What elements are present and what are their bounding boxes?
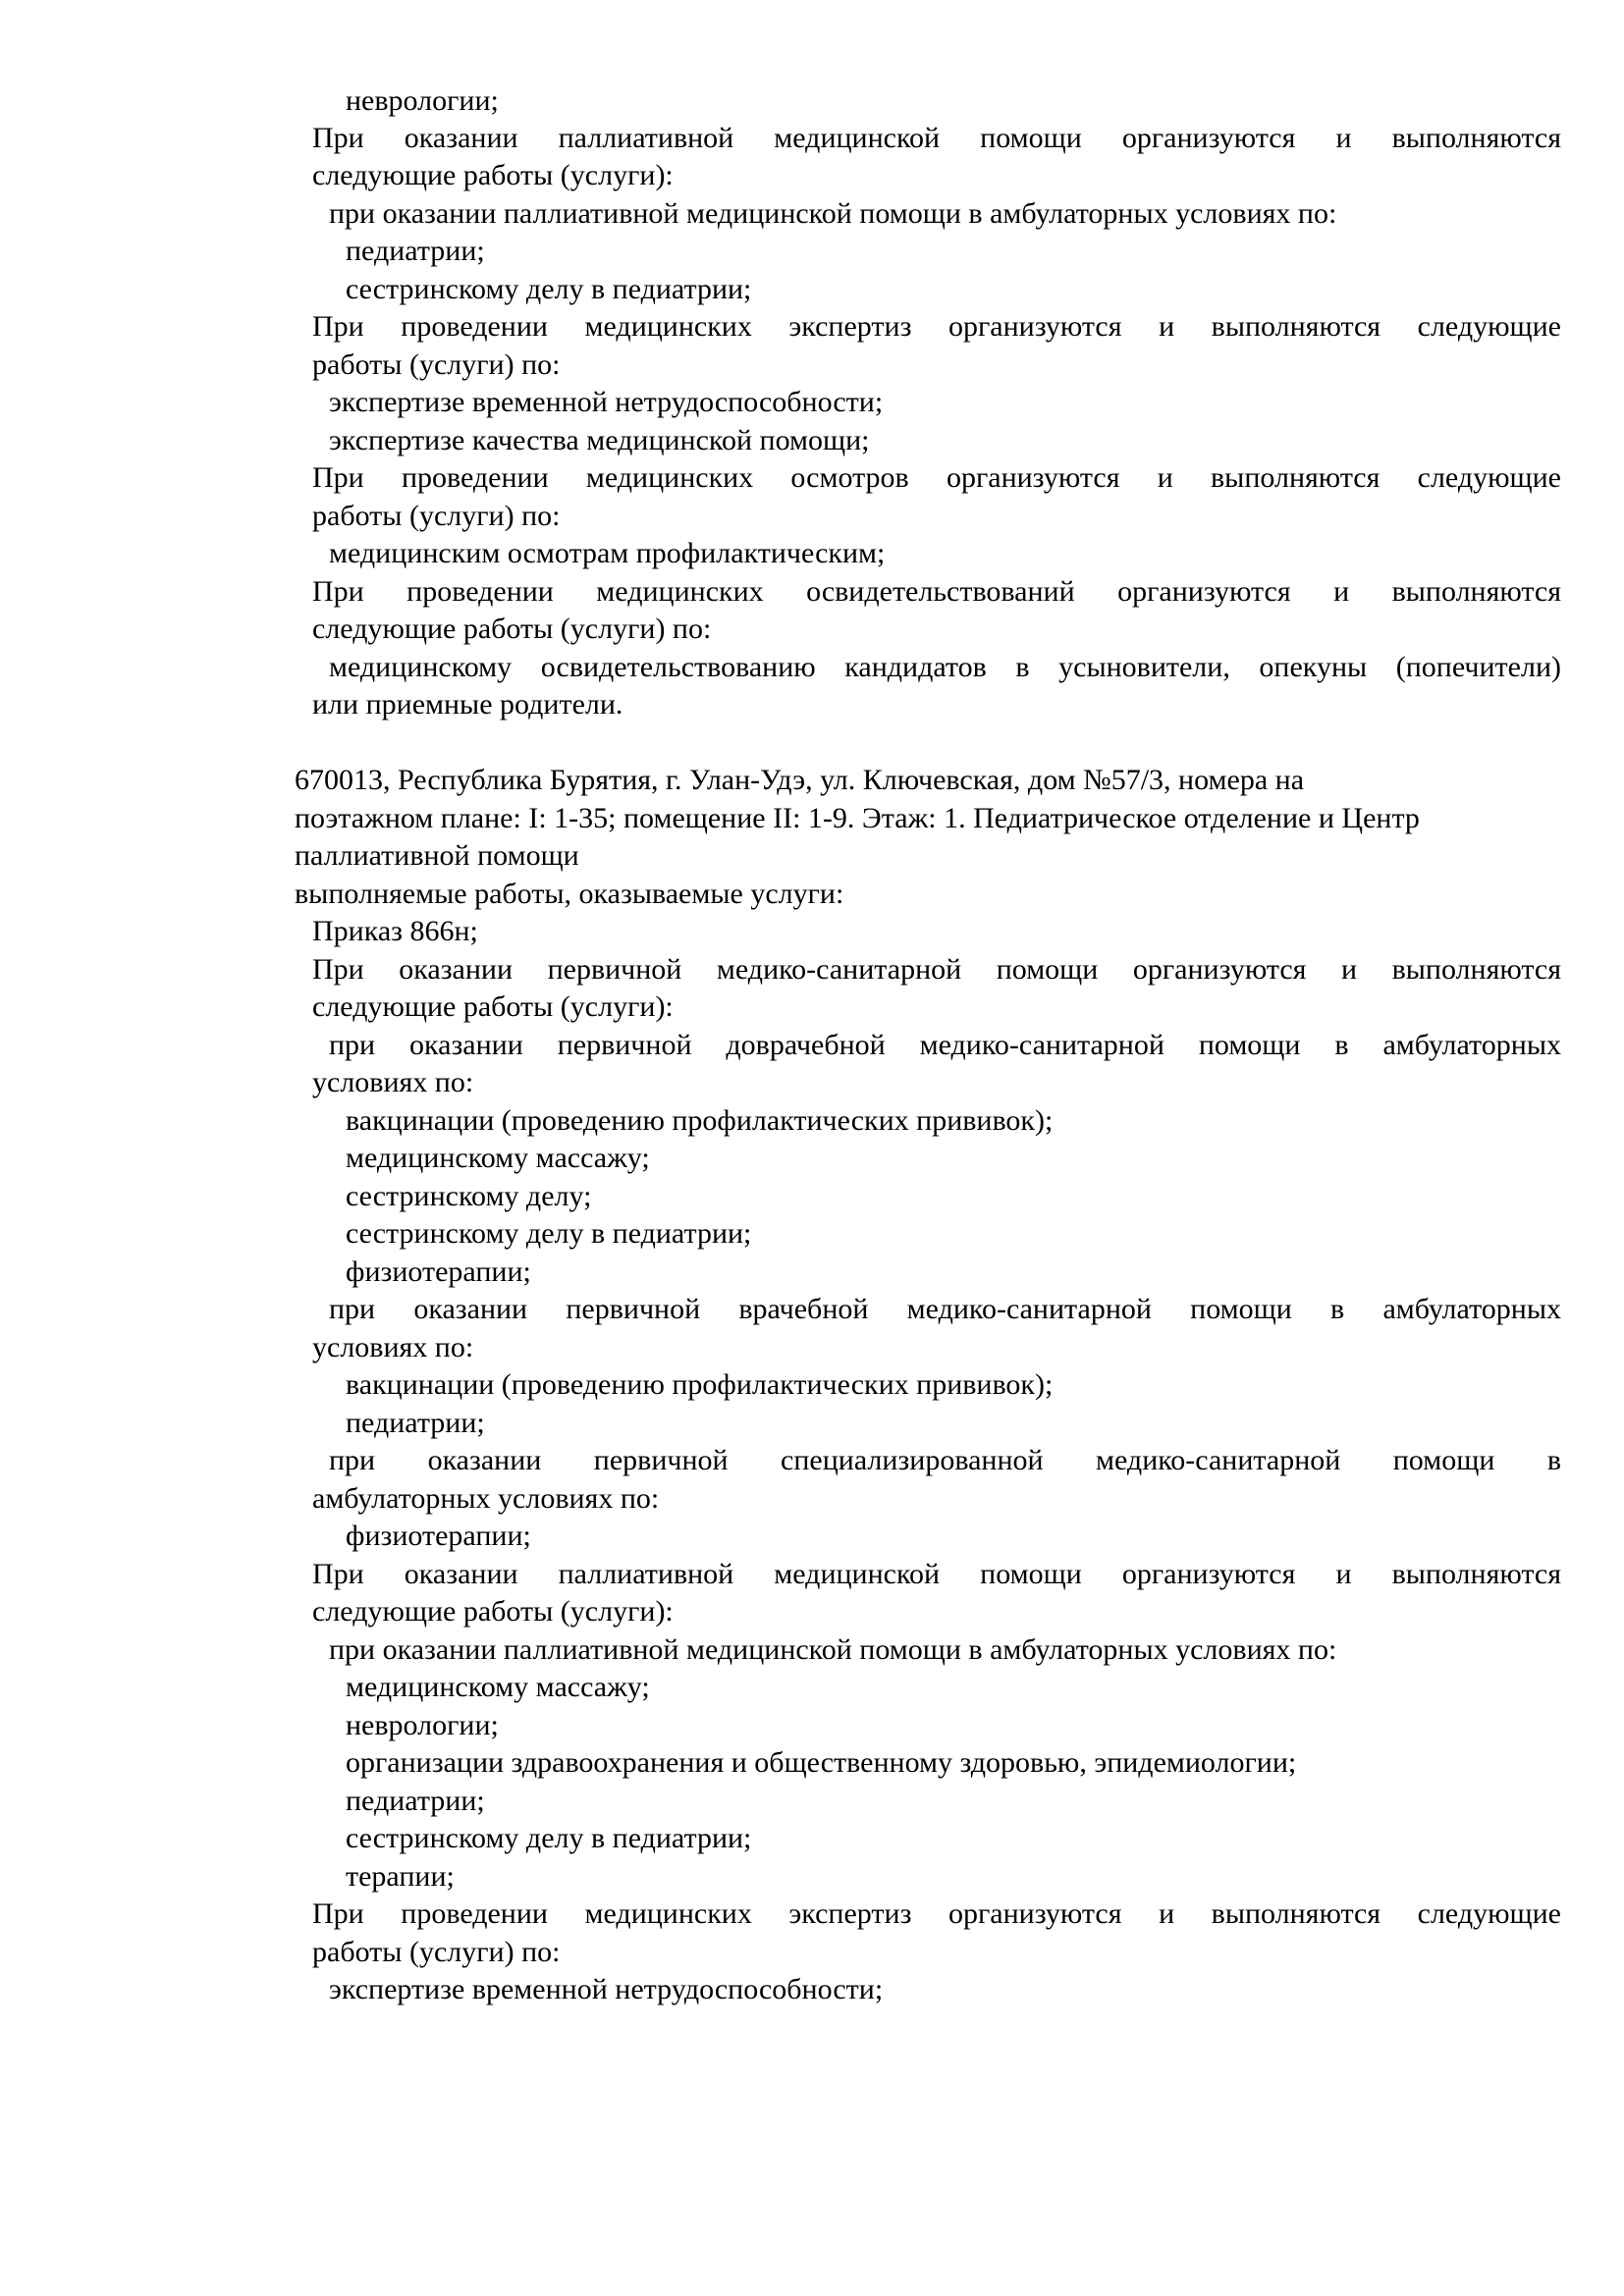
text-line: физиотерапии; [346, 1255, 531, 1288]
address-line: паллиативной помощи [295, 839, 579, 872]
text-line: следующие работы (услуги): [312, 1595, 674, 1628]
text-line: физиотерапии; [346, 1520, 531, 1552]
text-line: педиатрии; [346, 1785, 485, 1817]
text-line: условиях по: [312, 1066, 474, 1098]
text-line: При проведении медицинских экспертиз организуются и выполняются следующие [312, 1897, 1561, 1930]
text-line: Приказ 866н; [312, 915, 478, 947]
text-line: при оказании паллиативной медицинской помощи в амбулаторных условиях по: [329, 197, 1337, 230]
text-line: следующие работы (услуги) по: [312, 613, 712, 645]
text-line: неврологии; [346, 1709, 499, 1741]
text-line: экспертизе временной нетрудоспособности; [329, 1973, 884, 2005]
text-line: При проведении медицинских осмотров организуются и выполняются следующие [312, 461, 1561, 494]
text-line: При оказании паллиативной медицинской помощи организуются и выполняются [312, 1558, 1561, 1590]
text-line: сестринскому делу в педиатрии; [346, 1217, 752, 1250]
text-line: вакцинации (проведению профилактических прививок); [346, 1104, 1054, 1137]
text-line: работы (услуги) по: [312, 348, 561, 381]
address-line: поэтажном плане: I: 1-35; помещение II: 1-9. Этаж: 1. Педиатрическое отделение и Центр [295, 802, 1420, 834]
text-line: При оказании первичной медико-санитарной помощи организуются и выполняются [312, 953, 1561, 986]
text-line: При проведении медицинских экспертиз организуются и выполняются следующие [312, 310, 1561, 343]
text-line: медицинским осмотрам профилактическим; [329, 537, 886, 569]
text-line: сестринскому делу; [346, 1180, 592, 1212]
text-line: педиатрии; [346, 235, 485, 267]
text-line: при оказании первичной врачебной медико-санитарной помощи в амбулаторных [329, 1293, 1561, 1325]
text-line: следующие работы (услуги): [312, 159, 674, 191]
text-line: При проведении медицинских освидетельствований организуются и выполняются [312, 575, 1561, 608]
text-line: при оказании паллиативной медицинской помощи в амбулаторных условиях по: [329, 1633, 1337, 1666]
text-line: экспертизе временной нетрудоспособности; [329, 386, 884, 418]
text-line: вакцинации (проведению профилактических прививок); [346, 1368, 1054, 1401]
text-line: при оказании первичной специализированной медико-санитарной помощи в [329, 1444, 1561, 1476]
text-line: организации здравоохранения и общественному здоровью, эпидемиологии; [346, 1746, 1297, 1779]
text-line: медицинскому массажу; [346, 1142, 650, 1174]
text-line: работы (услуги) по: [312, 500, 561, 532]
text-line: или приемные родители. [312, 688, 623, 721]
text-line: работы (услуги) по: [312, 1936, 561, 1968]
text-line: сестринскому делу в педиатрии; [346, 273, 752, 305]
text-line: При оказании паллиативной медицинской помощи организуются и выполняются [312, 122, 1561, 154]
text-line: неврологии; [346, 84, 499, 117]
text-line: педиатрии; [346, 1407, 485, 1439]
text-line: следующие работы (услуги): [312, 990, 674, 1023]
address-line: 670013, Республика Бурятия, г. Улан-Удэ, ул. Ключевская, дом №57/3, номера на [295, 764, 1305, 796]
text-line: амбулаторных условиях по: [312, 1482, 660, 1515]
text-line: терапии; [346, 1860, 455, 1893]
text-line: экспертизе качества медицинской помощи; [329, 424, 870, 456]
text-line: при оказании первичной доврачебной медико-санитарной помощи в амбулаторных [329, 1029, 1561, 1061]
address-line: выполняемые работы, оказываемые услуги: [295, 878, 844, 910]
text-line: медицинскому освидетельствованию кандидатов в усыновители, опекуны (попечители) [329, 651, 1561, 683]
text-line: медицинскому массажу; [346, 1671, 650, 1703]
text-line: сестринскому делу в педиатрии; [346, 1822, 752, 1854]
text-line: условиях по: [312, 1331, 474, 1363]
